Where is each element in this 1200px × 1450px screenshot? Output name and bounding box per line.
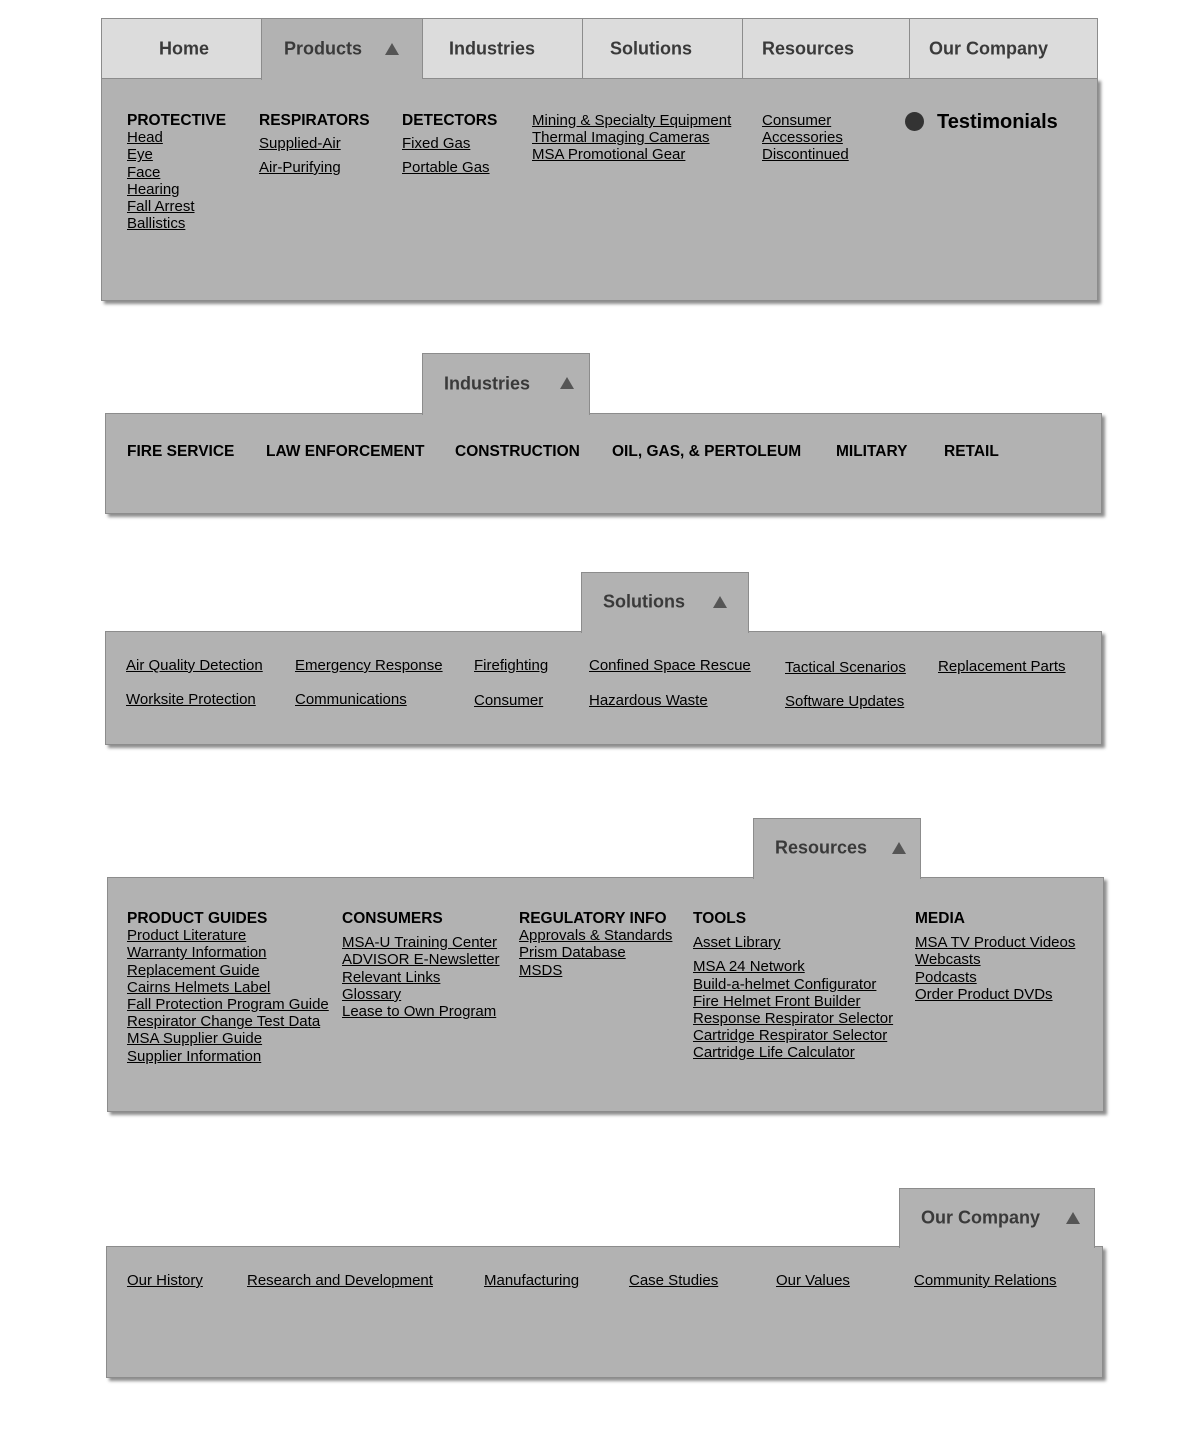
industry-item[interactable]: RETAIL [944, 443, 999, 460]
collapse-arrow-icon[interactable] [1066, 1212, 1080, 1224]
menu-link[interactable]: Prism Database [519, 944, 626, 962]
products-column-consumer [762, 112, 849, 164]
menu-link[interactable]: Cartridge Life Calculator [693, 1044, 855, 1062]
collapse-arrow-icon[interactable] [892, 842, 906, 854]
solutions-dropdown-panel [105, 631, 1102, 745]
resources-column-product-guides [127, 910, 329, 1065]
industries-dropdown-panel [105, 413, 1102, 514]
menu-link[interactable]: ADVISOR E-Newsletter [342, 951, 500, 969]
menu-link[interactable]: Approvals & Standards [519, 927, 673, 945]
products-column-respirators [259, 112, 370, 180]
column-heading: PRODUCT GUIDES [127, 910, 268, 927]
solution-link[interactable]: Replacement Parts [938, 658, 1066, 675]
company-link[interactable]: Our Values [776, 1272, 850, 1289]
collapse-arrow-icon[interactable] [385, 43, 399, 55]
menu-link[interactable]: Product Literature [127, 927, 247, 945]
menu-link[interactable]: Order Product DVDs [915, 985, 1053, 1003]
industries-tab[interactable] [422, 353, 590, 415]
menu-link[interactable]: Asset Library [693, 934, 781, 952]
menu-link[interactable]: Glossary [342, 985, 402, 1003]
column-heading: CONSUMERS [342, 910, 443, 927]
company-link[interactable]: Community Relations [914, 1272, 1057, 1289]
menu-link[interactable]: Eye [127, 146, 153, 164]
nav-item-label: Resources [762, 38, 855, 59]
menu-link[interactable]: Fire Helmet Front Builder [693, 992, 861, 1010]
industry-item[interactable]: OIL, GAS, & PERTOLEUM [612, 443, 802, 460]
nav-item-label: Industries [449, 38, 536, 59]
solution-link[interactable]: Confined Space Rescue [589, 657, 751, 674]
nav-item-label: Home [159, 38, 210, 59]
solution-link[interactable]: Worksite Protection [126, 691, 256, 708]
menu-link[interactable]: MSA 24 Network [693, 958, 805, 976]
menu-link[interactable]: Air-Purifying [259, 159, 341, 176]
nav-item-label: Products [284, 38, 363, 59]
menu-link[interactable]: MSA-U Training Center [342, 934, 498, 952]
resources-tab[interactable] [753, 818, 921, 879]
tab-label: Industries [444, 373, 531, 394]
industry-item[interactable]: LAW ENFORCEMENT [266, 443, 425, 460]
column-heading: RESPIRATORS [259, 112, 370, 129]
column-heading: PROTECTIVE [127, 112, 227, 129]
tab-label: Our Company [921, 1207, 1041, 1228]
menu-link[interactable]: Cartridge Respirator Selector [693, 1027, 888, 1045]
company-link[interactable]: Case Studies [629, 1272, 719, 1289]
menu-link[interactable]: Fall Arrest [127, 198, 195, 216]
menu-link[interactable]: Fall Protection Program Guide [127, 996, 329, 1014]
menu-link[interactable]: Discontinued [762, 146, 849, 164]
resources-column-regulatory-info [519, 910, 672, 979]
nav-item-industries[interactable] [422, 18, 583, 79]
solution-link[interactable]: Hazardous Waste [589, 692, 708, 709]
menu-link[interactable]: Build-a-helmet Configurator [693, 975, 877, 993]
menu-link[interactable]: Consumer [762, 112, 832, 129]
menu-link[interactable]: Relevant Links [342, 968, 441, 986]
menu-link[interactable]: MSDS [519, 961, 563, 979]
tab-label: Resources [775, 837, 868, 858]
resources-column-media [915, 910, 1075, 1003]
menu-link[interactable]: Mining & Specialty Equipment [532, 112, 732, 129]
nav-item-products[interactable] [261, 18, 423, 80]
solution-link[interactable]: Emergency Response [295, 657, 443, 674]
solution-link[interactable]: Tactical Scenarios [785, 659, 906, 676]
menu-link[interactable]: MSA TV Product Videos [915, 934, 1076, 952]
nav-item-resources[interactable] [742, 18, 910, 79]
menu-link[interactable]: Ballistics [127, 215, 186, 233]
column-heading: DETECTORS [402, 112, 498, 129]
tab-label: Solutions [603, 591, 685, 612]
menu-link[interactable]: Thermal Imaging Cameras [532, 129, 710, 147]
menu-link[interactable]: Hearing [127, 180, 180, 198]
nav-item-label: Solutions [610, 38, 692, 59]
column-heading: REGULATORY INFO [519, 910, 667, 927]
menu-link[interactable]: Supplier Information [127, 1047, 262, 1065]
products-column-equipment [532, 112, 731, 164]
solution-link[interactable]: Consumer [474, 692, 544, 709]
industry-item[interactable]: FIRE SERVICE [127, 443, 235, 460]
testimonials-link[interactable]: Testimonials [937, 111, 1058, 133]
menu-link[interactable]: Respirator Change Test Data [127, 1013, 321, 1031]
bullet-icon [905, 112, 924, 131]
menu-link[interactable]: Face [127, 163, 161, 181]
column-heading: MEDIA [915, 910, 965, 927]
products-column-protective [127, 112, 226, 232]
nav-item-label: Our Company [929, 38, 1049, 59]
menu-link[interactable]: Head [127, 129, 163, 147]
resources-column-tools [693, 910, 893, 1062]
our-company-tab[interactable] [899, 1188, 1095, 1248]
resources-dropdown-panel [107, 877, 1104, 1112]
menu-link[interactable]: Response Respirator Selector [693, 1010, 894, 1028]
solution-link[interactable]: Software Updates [785, 693, 905, 710]
products-dropdown-panel [101, 78, 1098, 301]
menu-link[interactable]: Portable Gas [402, 159, 490, 176]
menu-link[interactable]: Warranty Information [127, 944, 267, 962]
menu-link[interactable]: Accessories [762, 129, 843, 147]
menu-link[interactable]: Webcasts [915, 951, 981, 969]
industry-item[interactable]: MILITARY [836, 443, 908, 460]
nav-item-solutions[interactable] [582, 18, 743, 79]
nav-item-home[interactable] [101, 18, 262, 79]
column-heading: TOOLS [693, 910, 747, 927]
solution-link[interactable]: Firefighting [474, 657, 549, 674]
collapse-arrow-icon[interactable] [713, 596, 727, 608]
collapse-arrow-icon[interactable] [560, 377, 574, 389]
solutions-tab[interactable] [581, 572, 749, 633]
main-navigation-bar [101, 18, 1098, 79]
menu-link[interactable]: Fixed Gas [402, 135, 471, 152]
menu-link[interactable]: Supplied-Air [259, 135, 341, 152]
company-link[interactable]: Manufacturing [484, 1272, 580, 1289]
menu-link[interactable]: Lease to Own Program [342, 1003, 497, 1021]
menu-link[interactable]: Cairns Helmets Label [127, 978, 271, 996]
industry-item[interactable]: CONSTRUCTION [455, 443, 580, 460]
products-column-detectors [402, 112, 497, 180]
solution-link[interactable]: Communications [295, 691, 407, 708]
solution-link[interactable]: Air Quality Detection [126, 657, 263, 674]
company-link[interactable]: Our History [127, 1272, 203, 1289]
company-link[interactable]: Research and Development [247, 1272, 433, 1289]
menu-link[interactable]: Podcasts [915, 968, 977, 986]
menu-link[interactable]: MSA Promotional Gear [532, 146, 686, 164]
menu-link[interactable]: Replacement Guide [127, 961, 260, 979]
menu-link[interactable]: MSA Supplier Guide [127, 1030, 263, 1048]
our-company-dropdown-panel [106, 1246, 1103, 1378]
nav-item-our-company[interactable] [909, 18, 1098, 79]
resources-column-consumers [342, 910, 500, 1020]
